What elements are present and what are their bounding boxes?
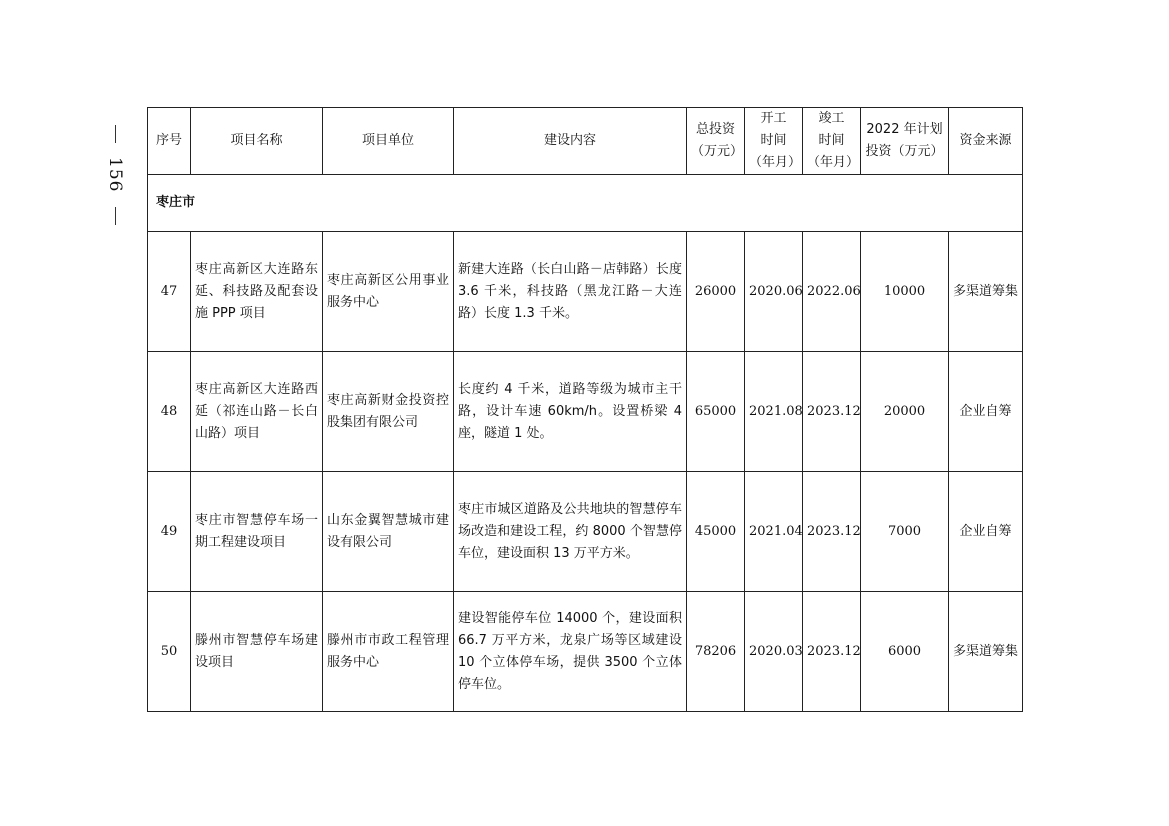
page-number-dash-top xyxy=(115,125,116,143)
page-number-text: 156 xyxy=(105,157,125,193)
header-start xyxy=(745,108,803,175)
header-end-line1: 竣工 xyxy=(818,111,845,126)
row-plan: 20000 xyxy=(861,352,949,472)
header-content: 建设内容 xyxy=(454,108,687,175)
row-start: 2020.03 xyxy=(745,592,803,712)
row-content: 长度约 4 千米，道路等级为城市主干路，设计车速 60km/h。设置桥梁 4 座，隧道 1 处。 xyxy=(454,352,687,472)
row-end: 2023.12 xyxy=(803,472,861,592)
row-unit: 滕州市市政工程管理服务中心 xyxy=(323,592,454,712)
row-end: 2023.12 xyxy=(803,592,861,712)
row-source: 多渠道筹集 xyxy=(949,592,1023,712)
header-index: 序号 xyxy=(148,108,191,175)
header-plan-line1: 2022 年计划 xyxy=(866,122,943,137)
row-end: 2022.06 xyxy=(803,232,861,352)
row-total: 65000 xyxy=(687,352,745,472)
row-name: 枣庄高新区大连路西延（祁连山路－长白山路）项目 xyxy=(191,352,323,472)
header-row xyxy=(148,108,1023,175)
header-end-line3: （年月） xyxy=(807,155,860,170)
header-plan xyxy=(861,108,949,175)
page-number xyxy=(100,125,130,225)
row-start: 2021.04 xyxy=(745,472,803,592)
row-content: 新建大连路（长白山路－店韩路）长度 3.6 千米，科技路（黑龙江路－大连路）长度 1.3 千米。 xyxy=(454,232,687,352)
row-total: 26000 xyxy=(687,232,745,352)
header-total-line1: 总投资 xyxy=(695,122,735,137)
row-source: 企业自筹 xyxy=(949,352,1023,472)
header-plan-line2: 投资（万元） xyxy=(865,144,944,159)
row-unit: 枣庄高新区公用事业服务中心 xyxy=(323,232,454,352)
row-end: 2023.12 xyxy=(803,352,861,472)
row-content: 枣庄市城区道路及公共地块的智慧停车场改造和建设工程，约 8000 个智慧停车位，建设面积 13 万平方米。 xyxy=(454,472,687,592)
row-index: 50 xyxy=(148,592,191,712)
row-plan: 7000 xyxy=(861,472,949,592)
row-total: 78206 xyxy=(687,592,745,712)
row-index: 48 xyxy=(148,352,191,472)
header-end xyxy=(803,108,861,175)
project-table xyxy=(147,107,1023,712)
row-total: 45000 xyxy=(687,472,745,592)
row-index: 47 xyxy=(148,232,191,352)
header-start-line3: （年月） xyxy=(749,155,802,170)
section-title: 枣庄市 xyxy=(148,175,1023,232)
table-row xyxy=(148,352,1023,472)
header-total xyxy=(687,108,745,175)
header-source: 资金来源 xyxy=(949,108,1023,175)
header-unit: 项目单位 xyxy=(323,108,454,175)
header-end-line2: 时间 xyxy=(818,133,845,148)
row-content: 建设智能停车位 14000 个，建设面积 66.7 万平方米，龙泉广场等区域建设 10 个立体停车场，提供 3500 个立体停车位。 xyxy=(454,592,687,712)
row-name: 枣庄高新区大连路东延、科技路及配套设施 PPP 项目 xyxy=(191,232,323,352)
header-start-line2: 时间 xyxy=(760,133,787,148)
page-number-dash-bottom xyxy=(115,207,116,225)
row-source: 多渠道筹集 xyxy=(949,232,1023,352)
row-unit: 枣庄高新财金投资控股集团有限公司 xyxy=(323,352,454,472)
table-row xyxy=(148,232,1023,352)
table-row xyxy=(148,472,1023,592)
header-name: 项目名称 xyxy=(191,108,323,175)
row-plan: 10000 xyxy=(861,232,949,352)
section-row xyxy=(148,175,1023,232)
row-index: 49 xyxy=(148,472,191,592)
header-total-line2: （万元） xyxy=(691,144,744,159)
row-plan: 6000 xyxy=(861,592,949,712)
row-name: 枣庄市智慧停车场一期工程建设项目 xyxy=(191,472,323,592)
row-name: 滕州市智慧停车场建设项目 xyxy=(191,592,323,712)
row-start: 2021.08 xyxy=(745,352,803,472)
row-source: 企业自筹 xyxy=(949,472,1023,592)
row-start: 2020.06 xyxy=(745,232,803,352)
row-unit: 山东金翼智慧城市建设有限公司 xyxy=(323,472,454,592)
table-row xyxy=(148,592,1023,712)
header-start-line1: 开工 xyxy=(760,111,787,126)
